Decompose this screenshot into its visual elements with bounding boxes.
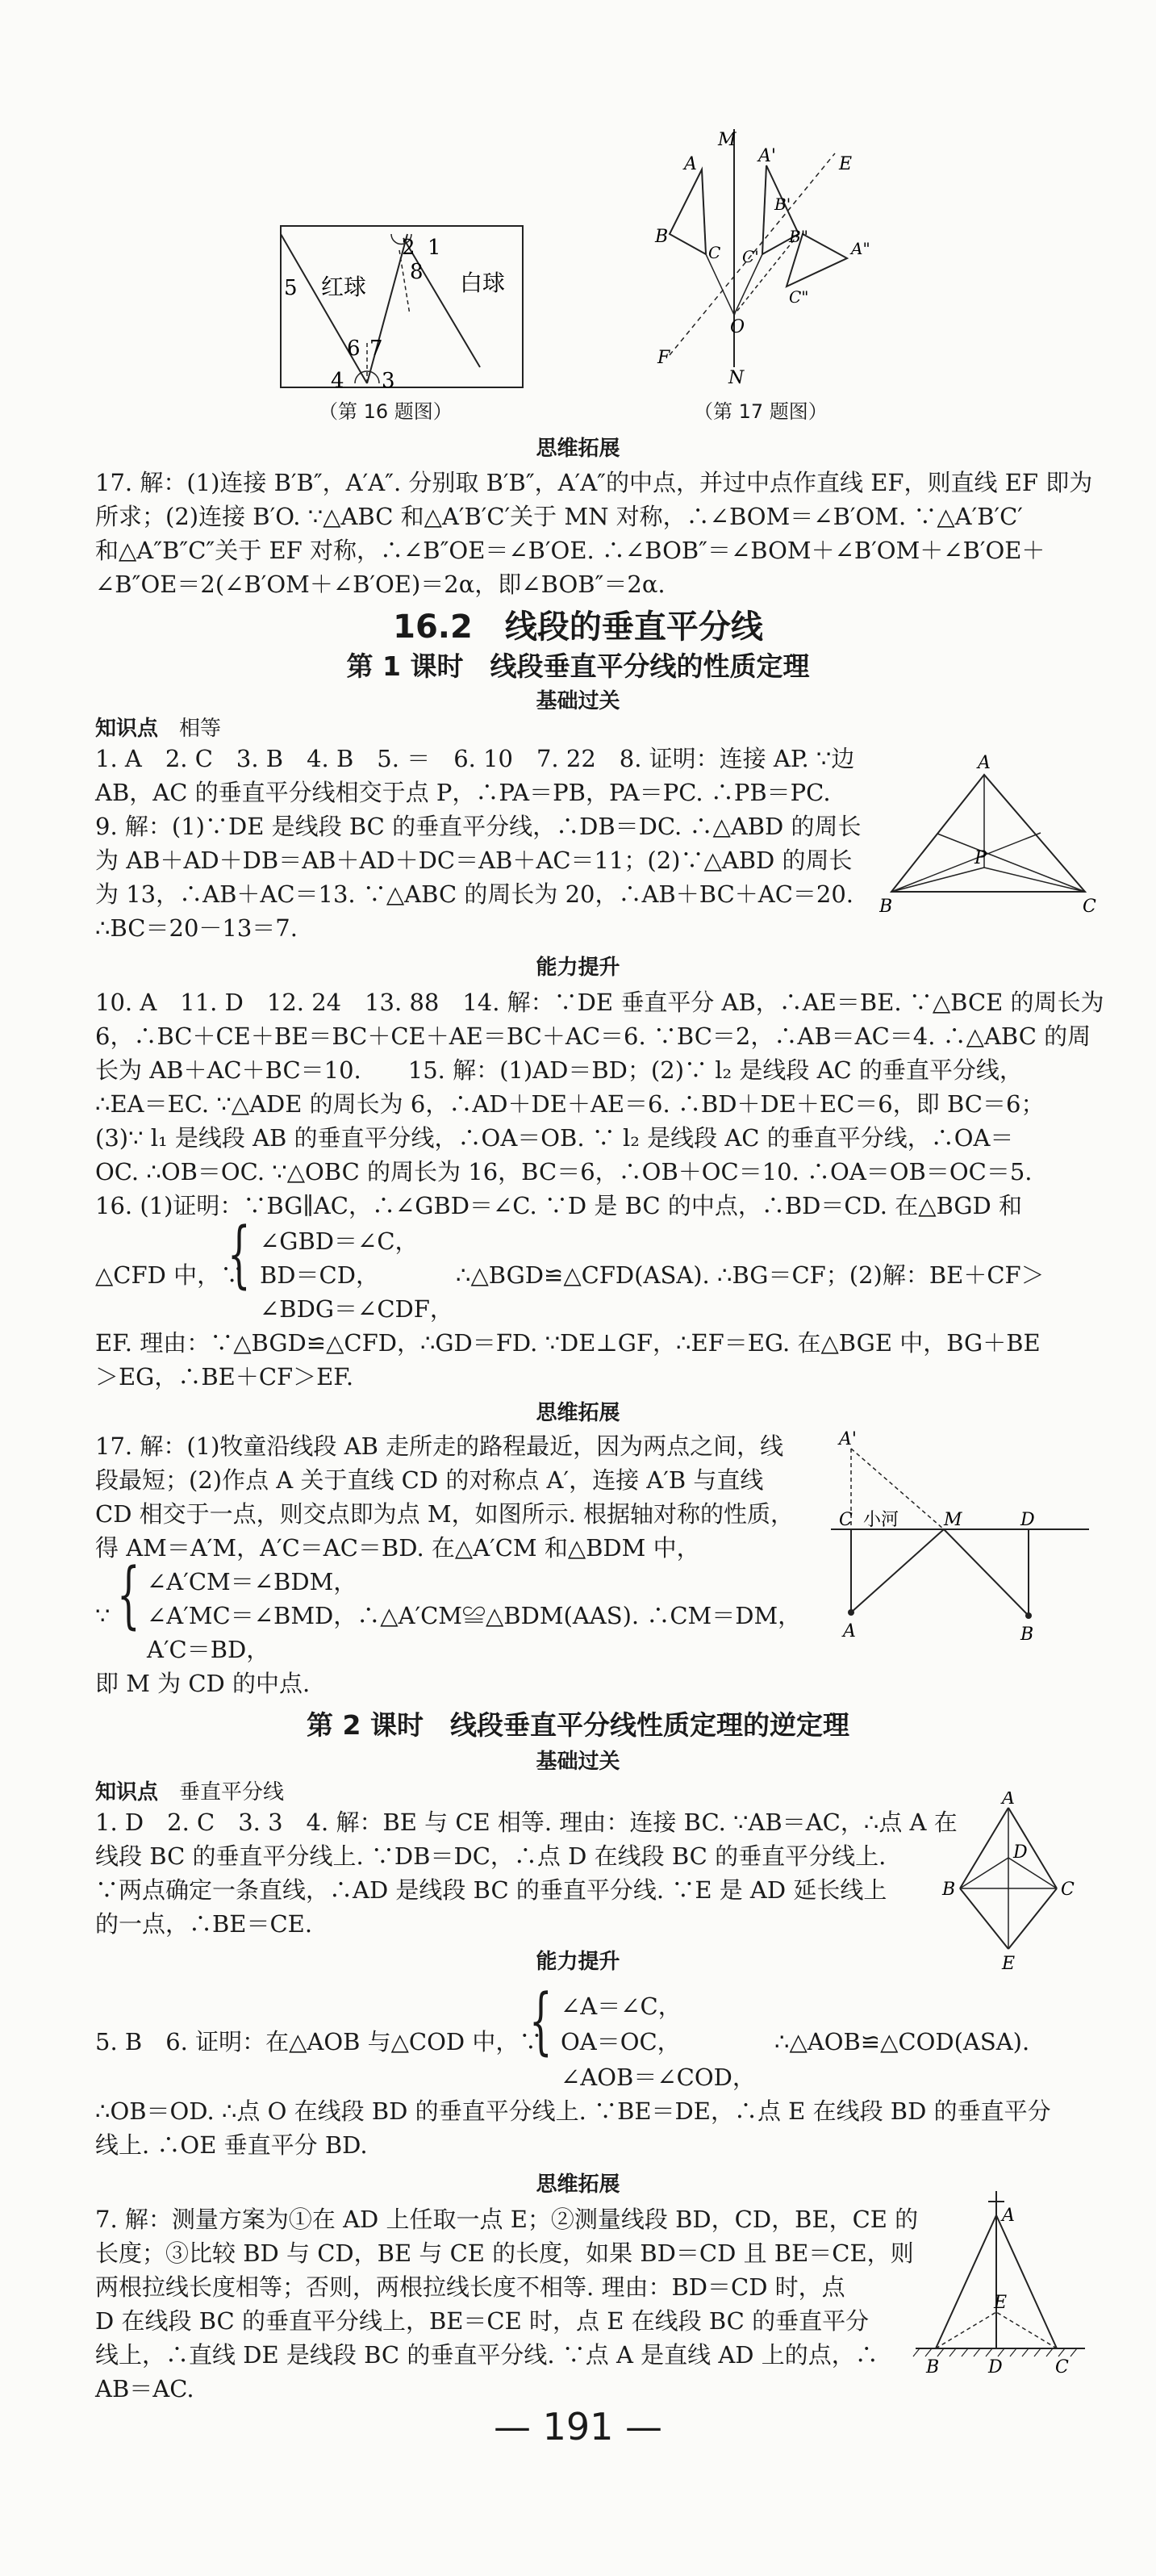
fig17-label-C: C bbox=[708, 243, 721, 262]
kite-label-E: E bbox=[1002, 1954, 1016, 1974]
l2-ext-line-4: D 在线段 BC 的垂直平分线上，BE＝CE 时，点 E 在线段 BC 的垂直平分 bbox=[95, 2307, 870, 2335]
kp2-label: 知识点 bbox=[95, 1780, 159, 1804]
p17-because: ∵ bbox=[95, 1602, 111, 1629]
fig16-label-red-ball: 红球 bbox=[321, 274, 367, 300]
lesson-2-title: 第 2 课时 线段垂直平分线性质定理的逆定理 bbox=[307, 1709, 849, 1741]
s1-line-4: ∠B″OE＝2(∠B′OM＋∠B′OE)＝2α，即∠BOB″＝2α. bbox=[95, 571, 666, 598]
river-label-river: 小河 bbox=[863, 1510, 899, 1530]
section-title: 16.2 线段的垂直平分线 bbox=[393, 608, 763, 646]
p5-post: ∴△AOB≌△COD(ASA). bbox=[774, 2028, 1030, 2055]
p5-line-1: ∴OB＝OD. ∴点 O 在线段 BD 的垂直平分线上. ∵BE＝DE，∴点 E 在线段 BD 的垂直平分 bbox=[95, 2097, 1051, 2125]
p16-brace: { bbox=[227, 1212, 251, 1297]
l2-ext-line-1: 7. 解：测量方案为①在 AD 上任取一点 E；②测量线段 BD，CD，BE，CE 的 bbox=[95, 2206, 919, 2233]
l2-ability-heading: 能力提升 bbox=[536, 1950, 620, 1974]
p5-sys-1: ∠A＝∠C， bbox=[561, 1993, 682, 2020]
fig17-label-C-prime: C' bbox=[742, 247, 759, 266]
page-number: — 191 — bbox=[493, 2405, 663, 2448]
river-label-C: C bbox=[839, 1510, 853, 1530]
l2-basic-line-3: ∵两点确定一条直线，∴AD 是线段 BC 的垂直平分线. ∵E 是 AD 延长线上 bbox=[95, 1876, 887, 1904]
fig16-label-4: 4 bbox=[331, 369, 344, 393]
tri-label-B: B bbox=[879, 897, 893, 917]
fig16-label-7: 7 bbox=[369, 337, 383, 361]
l1-ext-line-2: 段最短；(2)作点 A 关于直线 CD 的对称点 A′，连接 A′B 与直线 bbox=[95, 1466, 764, 1494]
lesson-1-basic-heading: 基础过关 bbox=[536, 689, 620, 713]
tri-label-P: P bbox=[974, 848, 987, 868]
p16-post: ∴△BGD≌△CFD(ASA). ∴BG＝CF；(2)解：BE＋CF＞ bbox=[456, 1261, 1045, 1289]
s1-line-1: 17. 解：(1)连接 B′B″，A′A″. 分别取 B′B″，A′A″的中点，并过中点作直线 EF，则直线 EF 即为 bbox=[95, 469, 1093, 496]
l1-ability-line-2: 6，∴BC＋CE＋BE＝BC＋CE＋AE＝BC＋AC＝6. ∵BC＝2，∴AB＝AC＝4. ∴△ABC 的周 bbox=[95, 1022, 1091, 1050]
l1-basic-line-4: 为 AB＋AD＋DB＝AB＋AD＋DC＝AB＋AC＝11；(2)∵△ABD 的周长 bbox=[95, 847, 853, 874]
p16-sys-3: ∠BDG＝∠CDF， bbox=[260, 1295, 453, 1323]
river-label-B: B bbox=[1020, 1625, 1034, 1645]
p16-sys-1: ∠GBD＝∠C， bbox=[260, 1227, 419, 1255]
l1-ability-heading: 能力提升 bbox=[536, 956, 620, 980]
kp-value: 相等 bbox=[179, 717, 222, 741]
p5-sys-3: ∠AOB＝∠COD， bbox=[561, 2064, 756, 2091]
kite-label-B: B bbox=[942, 1880, 956, 1900]
kite-label-D: D bbox=[1013, 1842, 1028, 1863]
fig16-label-3: 3 bbox=[382, 369, 395, 393]
l2-basic-line-1: 1. D 2. C 3. 3 4. 解：BE 与 CE 相等. 理由：连接 BC. ∵AB＝AC，∴点 A 在 bbox=[95, 1809, 958, 1836]
l1-basic-line-6: ∴BC＝20－13＝7. bbox=[95, 914, 298, 942]
l2-ext-line-5: 线上，∴直线 DE 是线段 BC 的垂直平分线. ∵点 A 是直线 AD 上的点，∴ bbox=[95, 2341, 878, 2369]
l2-ext-line-6: AB＝AC. bbox=[95, 2375, 194, 2402]
fig16-label-8: 8 bbox=[410, 260, 424, 284]
p17-sys-3: A′C＝BD， bbox=[147, 1636, 270, 1663]
p16-line-2: ＞EG，∴BE＋CF＞EF. bbox=[95, 1363, 354, 1390]
figure-river bbox=[815, 1428, 1105, 1662]
fig17-label-F: F bbox=[657, 348, 670, 368]
l1-ability-line-1: 10. A 11. D 12. 24 13. 88 14. 解：∵DE 垂直平分 AB，∴AE＝BE. ∵△BCE 的周长为 bbox=[95, 989, 1104, 1016]
l1-ext-line-4: 得 AM＝A′M，A′C＝AC＝BD. 在△A′CM 和△BDM 中， bbox=[95, 1534, 700, 1562]
figure-pole bbox=[904, 2179, 1097, 2381]
pole-label-D: D bbox=[988, 2357, 1003, 2377]
p5-line-2: 线上. ∴OE 垂直平分 BD. bbox=[95, 2131, 368, 2159]
p16-line-1: EF. 理由：∵△BGD≌△CFD，∴GD＝FD. ∵DE⊥GF，∴EF＝EG. 在△BGE 中，BG＋BE bbox=[95, 1329, 1041, 1357]
lesson-1-title: 第 1 课时 线段垂直平分线的性质定理 bbox=[346, 650, 810, 682]
l1-ability-line-5: (3)∵ l₁ 是线段 AB 的垂直平分线，∴OA＝OB. ∵ l₂ 是线段 AC 的垂直平分线，∴OA＝ bbox=[95, 1124, 1014, 1152]
fig17-label-M: M bbox=[718, 130, 737, 150]
l1-ext-heading: 思维拓展 bbox=[536, 1401, 620, 1425]
fig17-label-B-prime: B' bbox=[774, 194, 791, 214]
figure-17 bbox=[645, 121, 912, 387]
figure-triangle-p bbox=[879, 751, 1105, 928]
fig17-label-O: O bbox=[730, 317, 745, 337]
fig17-label-A-prime: A' bbox=[758, 146, 776, 166]
p5-pre: 5. B 6. 证明：在△AOB 与△COD 中，∵ bbox=[95, 2028, 543, 2055]
l1-basic-line-5: 为 13，∴AB＋AC＝13. ∵△ABC 的周长为 20，∴AB＋BC＋AC＝20. bbox=[95, 880, 854, 908]
p17-sys-2: ∠A′MC＝∠BMD，∴△A′CM≌△BDM(AAS). ∴CM＝DM， bbox=[147, 1602, 802, 1629]
s1-heading: 思维拓展 bbox=[536, 437, 620, 461]
page-number-value: 191 bbox=[542, 2405, 614, 2448]
s1-line-3: 和△A″B″C″关于 EF 对称，∴∠B″OE＝∠B′OE. ∴∠BOB″＝∠BOM＋∠B′OM＋∠B′OE＋ bbox=[95, 537, 1045, 564]
tri-label-C: C bbox=[1083, 897, 1096, 917]
pole-label-C: C bbox=[1055, 2357, 1069, 2377]
fig17-label-N: N bbox=[728, 368, 745, 387]
p17-brace: { bbox=[117, 1553, 140, 1637]
fig17-label-C-dprime: C" bbox=[789, 287, 809, 307]
l1-ability-line-3: 长为 AB＋AC＋BC＝10. 15. 解：(1)AD＝BD；(2)∵ l₂ 是线段 AC 的垂直平分线， bbox=[95, 1056, 1023, 1084]
figure-16-caption: （第 16 题图） bbox=[319, 400, 453, 423]
pole-label-E: E bbox=[994, 2293, 1008, 2313]
p5-sys-2: OA＝OC， bbox=[561, 2028, 681, 2055]
l2-ext-line-3: 两根拉线长度相等；否则，两根拉线长度不相等. 理由：BD＝CD 时，点 bbox=[95, 2273, 845, 2301]
river-label-D: D bbox=[1020, 1510, 1035, 1530]
fig17-label-B: B bbox=[655, 227, 669, 247]
river-label-A: A bbox=[843, 1621, 856, 1641]
fig16-label-2: 2 bbox=[402, 236, 415, 260]
l2-ext-line-2: 长度；③比较 BD 与 CD，BE 与 CE 的长度，如果 BD＝CD 且 BE＝CE，则 bbox=[95, 2239, 914, 2267]
p17-sys-1: ∠A′CM＝∠BDM， bbox=[147, 1568, 357, 1595]
pole-label-B: B bbox=[926, 2357, 940, 2377]
figure-16 bbox=[266, 202, 540, 412]
fig16-label-5: 5 bbox=[284, 276, 298, 300]
s1-line-2: 所求；(2)连接 B′O. ∵△ABC 和△A′B′C′关于 MN 对称，∴∠BOM＝∠B′OM. ∵△A′B′C′ bbox=[95, 503, 1023, 530]
pole-label-A: A bbox=[1002, 2206, 1015, 2226]
l1-basic-line-2: AB，AC 的垂直平分线相交于点 P，∴PA＝PB，PA＝PC. ∴PB＝PC. bbox=[95, 779, 831, 806]
fig16-label-6: 6 bbox=[347, 337, 361, 361]
kite-label-A: A bbox=[1002, 1792, 1015, 1809]
l2-basic-line-2: 线段 BC 的垂直平分线上. ∵DB＝DC，∴点 D 在线段 BC 的垂直平分线上. bbox=[95, 1842, 887, 1870]
tri-label-A: A bbox=[978, 753, 991, 773]
lesson-1-kp bbox=[95, 712, 221, 742]
lesson-2-kp bbox=[95, 1775, 284, 1805]
fig17-label-B-dprime: B" bbox=[789, 227, 808, 246]
fig16-label-1: 1 bbox=[428, 236, 441, 260]
l1-basic-line-1: 1. A 2. C 3. B 4. B 5. ＝ 6. 10 7. 22 8. 证明：连接 AP. ∵边 bbox=[95, 745, 855, 772]
p17-end: 即 M 为 CD 的中点. bbox=[95, 1670, 311, 1697]
l1-ext-line-1: 17. 解：(1)牧童沿线段 AB 走所走的路程最近，因为两点之间，线 bbox=[95, 1432, 784, 1460]
kite-label-C: C bbox=[1061, 1880, 1075, 1900]
l2-basic-heading: 基础过关 bbox=[536, 1750, 620, 1774]
fig17-label-A-dprime: A" bbox=[851, 239, 870, 258]
p16-sys-2: BD＝CD， bbox=[260, 1261, 380, 1289]
fig17-label-E: E bbox=[839, 154, 853, 174]
l1-ext-line-3: CD 相交于一点，则交点即为点 M，如图所示. 根据轴对称的性质， bbox=[95, 1500, 795, 1528]
fig16-label-white-ball: 白球 bbox=[460, 270, 506, 296]
l2-basic-line-4: 的一点，∴BE＝CE. bbox=[95, 1910, 313, 1938]
p5-brace: { bbox=[529, 1979, 553, 2064]
river-label-A-prime: A' bbox=[839, 1429, 857, 1449]
figure-17-caption: （第 17 题图） bbox=[694, 400, 828, 423]
l1-ability-line-7: 16. (1)证明：∵BG∥AC，∴∠GBD＝∠C. ∵D 是 BC 的中点，∴BD＝CD. 在△BGD 和 bbox=[95, 1192, 1023, 1219]
l1-ability-line-4: ∴EA＝EC. ∵△ADE 的周长为 6，∴AD＋DE＋AE＝6. ∴BD＋DE＋EC＝6，即 BC＝6； bbox=[95, 1090, 1045, 1118]
kp-label: 知识点 bbox=[95, 717, 159, 741]
l1-basic-line-3: 9. 解：(1)∵DE 是线段 BC 的垂直平分线，∴DB＝DC. ∴△ABD 的周长 bbox=[95, 813, 862, 840]
l2-ext-heading: 思维拓展 bbox=[536, 2172, 620, 2197]
l1-ability-line-6: OC. ∴OB＝OC. ∵△OBC 的周长为 16，BC＝6，∴OB＋OC＝10. ∴OA＝OB＝OC＝5. bbox=[95, 1158, 1033, 1186]
river-label-M: M bbox=[944, 1510, 962, 1530]
p16-pre: △CFD 中，∵ bbox=[95, 1261, 244, 1289]
fig17-label-A: A bbox=[684, 154, 697, 174]
kp2-value: 垂直平分线 bbox=[179, 1780, 285, 1804]
